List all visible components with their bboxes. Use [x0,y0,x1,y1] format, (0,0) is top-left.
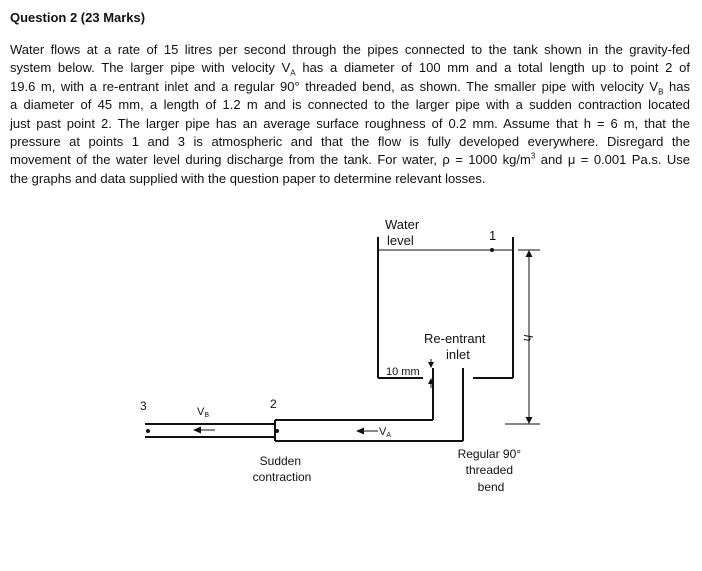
h-arrow-bottom [526,417,533,424]
text-line: Water flows at a rate of 15 litres per second through the pipes connected to the tank shown in the gravity-fed [10,42,690,57]
point-2-label: 2 [270,397,277,411]
water-level-label: Water level [385,217,420,248]
text-line: a diameter of 45 mm, a length of 1.2 m and is connected to the larger pipe with a sudden contraction located [10,97,690,113]
gap-label: 10 mm [386,366,420,378]
point-1-dot [490,248,494,252]
point-2-dot [275,429,279,433]
va-label: VA [379,426,392,439]
text-line: system below. The larger pipe with velocity $V_A$ has a diameter of 100 mm and a total length up to point 2 of [10,60,690,78]
gap-arrow-down-head [428,362,434,368]
point-3-label: 3 [140,399,147,413]
text-line: just past point 2. The larger pipe has an average surface roughness of 0.2 mm. Assume that h = 6 m, that the [10,115,690,131]
sudden-contraction-label: Sudden contraction [252,454,312,484]
re-entrant-inlet-label: Re-entrant inlet [424,331,486,362]
question-title: Question 2 (23 Marks) [10,10,146,25]
text-line: movement of the water level during discharge from the tank. For water, ρ = 1000 $kg/m^3$ and μ = 0.001 Pa.s. Use [10,152,690,168]
point-1-label: 1 [489,228,497,243]
regular-bend-label: Regular 90° threaded bend [457,447,522,494]
h-arrow-top [526,250,533,257]
text-line: pressure at points 1 and 3 is atmospheric and that the flow is fully developed everywhere. Disregard the [10,134,690,150]
point-3-dot [146,429,150,433]
text-line: 19.6 m, with a re-entrant inlet and a regular 90° threaded bend, as shown. The smaller pipe with velocity $V_B$ has [10,78,690,97]
text-line: the graphs and data supplied with the question paper to determine relevant losses. [10,170,486,186]
vb-label: VB [197,406,210,419]
h-label: h [521,334,535,342]
